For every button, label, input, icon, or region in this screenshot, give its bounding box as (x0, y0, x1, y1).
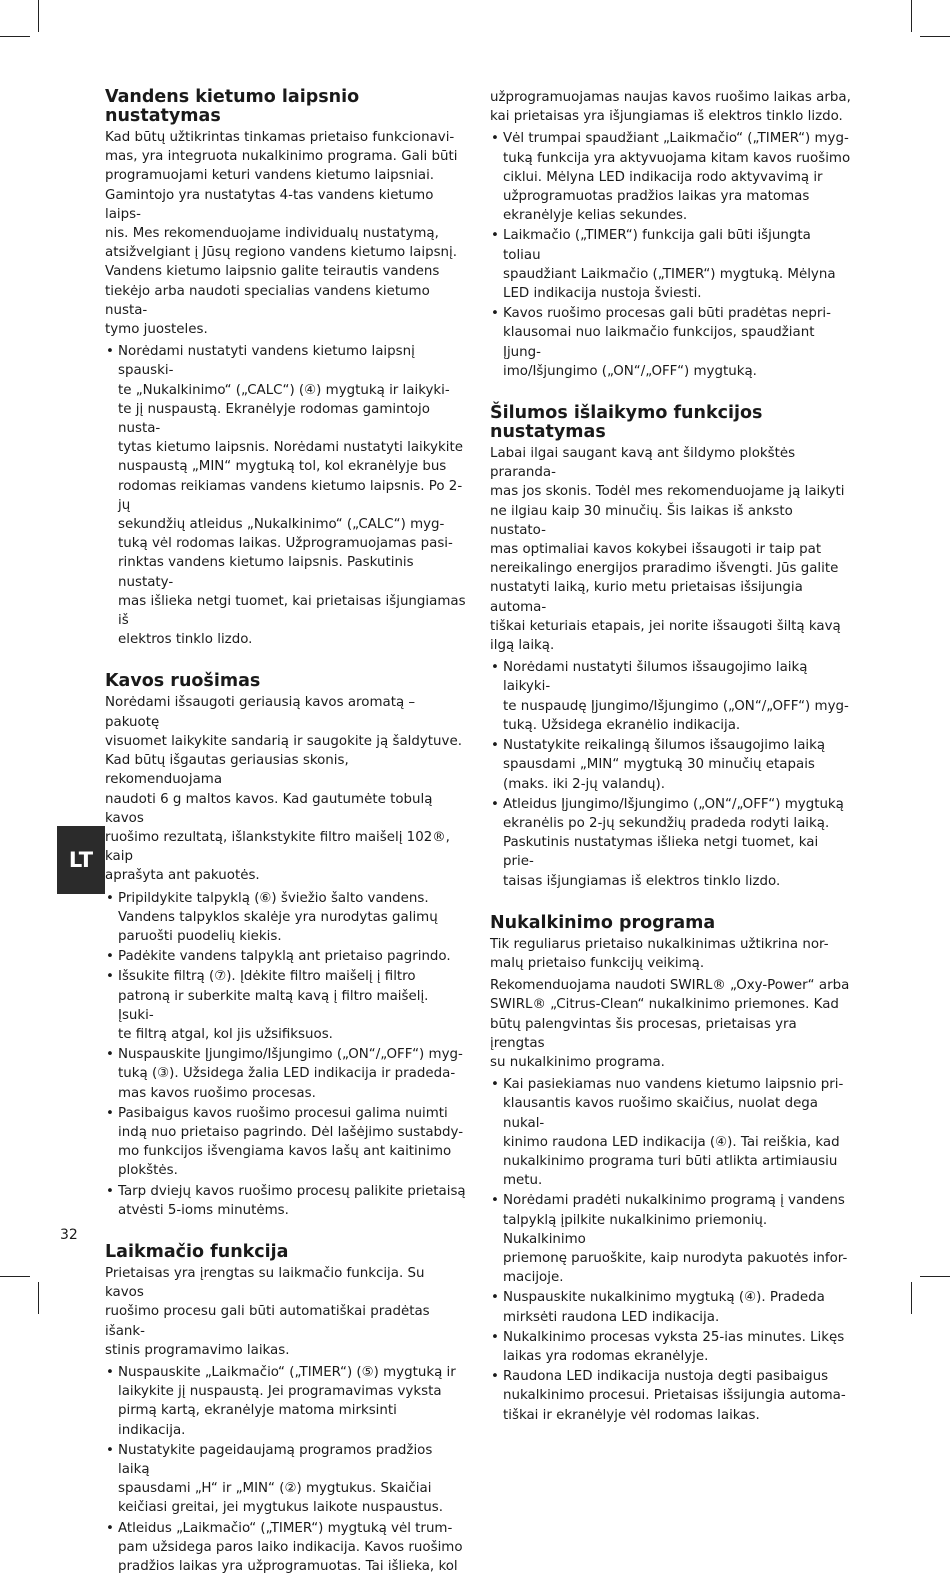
section-heading: Vandens kietumo laipsnio nustatymas (105, 87, 360, 126)
crop-mark (38, 1282, 39, 1314)
paragraph: Prietaisas yra įrengtas su laikmačio funkcija. Su kavos ruošimo procesu gali būti automatiškai pradėtas išank- stinis programavimo laikas. (105, 1265, 430, 1358)
water-hardness-section (105, 88, 467, 649)
paragraph: Kad būtų užtikrintas tinkamas prietaiso funkcionavi- mas, yra integruota nukalkinimo programa. Gali būti programuojami keturi vandens kietumo laipsniai. Gamintojo yra nustatytas 4-tas vandens kietumo laips- nis. Mes rekomenduojame individualų nustatymą, atsižvelgiant į Jūsų regiono vandens kietumo laipsnį. Vandens kietumo laipsnio galite teirautis vandens tiekėjo arba naudoti specialias vandens kietumo nusta- tymo juosteles. (105, 130, 458, 338)
list-item: • Pasibaigus kavos ruošimo procesui galima nuimti indą nuo prietaiso pagrindo. Dėl lašėjimo sustabdy- mo funkcijos išvengiama kavos lašų ant kaitinimo plokštės. (105, 1104, 467, 1181)
list-item: • Nuspauskite Įjungimo/Išjungimo („ON“/„OFF“) myg- tuką (③). Užsidega žalia LED indikacija ir pradeda- mas kavos ruošimo procesas. (105, 1045, 467, 1103)
crop-mark (0, 1276, 30, 1277)
list-item: • Kai pasiekiamas nuo vandens kietumo laipsnio pri- klausantis kavos ruošimo skaičius, nuolat dega nukal- kinimo raudona LED indikacija (④). Tai reiškia, kad nukalkinimo programa turi būti atlikta artimiausiu metu. (490, 1075, 852, 1190)
crop-mark (911, 1282, 912, 1314)
list-item: • Padėkite vandens talpyklą ant prietaiso pagrindo. (105, 947, 467, 966)
language-tab: LT (57, 826, 105, 894)
crop-mark (911, 0, 912, 32)
timer-section (105, 1243, 467, 1576)
paragraph: Norėdami išsaugoti geriausią kavos aromatą – pakuotę visuomet laikykite sandarią ir saugokite ją šaldytuve. Kad būtų išgautas geriausias skonis, rekomenduojama naudoti 6 g maltos kavos. Kad gautumėte tobulą kavos ruošimo rezultatą, išlankstykite filtro maišelį 102®, kaip aprašyta ant pakuotės. (105, 695, 462, 884)
list-item: • Norėdami pradėti nukalkinimo programą į vandens talpyklą įpilkite nukalkinimo priemonių. Nukalkinimo priemonę paruoškite, kaip nurodyta pakuotės infor- macijoje. (490, 1191, 852, 1287)
list-item: • Nuspauskite „Laikmačio“ („TIMER“) (⑤) mygtuką ir laikykite jį nuspaustą. Jei programavimas vyksta pirmą kartą, ekranėlyje matoma mirksinti indikacija. (105, 1363, 467, 1440)
section-heading: Laikmačio funkcija (105, 1241, 289, 1262)
descaling-section (490, 914, 852, 1425)
coffee-making-section (105, 672, 467, 1219)
list-item: • Nuspauskite nukalkinimo mygtuką (④). Pradeda mirksėti raudona LED indikacija. (490, 1288, 852, 1326)
list-item: • Nustatykite reikalingą šilumos išsaugojimo laiką spausdami „MIN“ mygtuką 30 minučių etapais (maks. iki 2-jų valandų). (490, 736, 852, 794)
bullet-list (490, 1075, 852, 1425)
bullet-list (490, 658, 852, 890)
list-item: • Norėdami nustatyti vandens kietumo laipsnį spauski- te „Nukalkinimo“ („CALC“) (④) mygtuką ir laikyki- te jį nuspaustą. Ekranėlyje rodomas gamintojo nusta- tytas kietumo laipsnis. Norėdami nustatyti laikykite nuspaustą „MIN“ mygtuką tol, kol ekranėlyje bus rodomas reikiamas vandens kietumo laipsnis. Po 2-jų sekundžių atleidus „Nukalkinimo“ („CALC“) myg- tuką vėl rodomas laikas. Užprogramuojamas pasi- rinktas vandens kietumo laipsnis. Paskutinis nustaty- mas išlieka netgi tuomet, kai prietaisas išjungiamas iš elektros tinklo lizdo. (105, 342, 467, 649)
bullet-list (105, 1363, 467, 1576)
section-heading: Šilumos išlaikymo funkcijos nustatymas (490, 403, 763, 443)
page-number: 32 (60, 1227, 78, 1243)
list-item: • Nustatykite pageidaujamą programos pradžios laiką spausdami „H“ ir „MIN“ (②) mygtukus. Skaičiai keičiasi greitai, jei mygtukus laikote nuspaustus. (105, 1441, 467, 1518)
crop-mark (0, 36, 30, 37)
bullet-list (105, 889, 467, 1220)
continued-text: užprogramuojamas naujas kavos ruošimo laikas arba, kai prietaisas yra išjungiamas iš elektros tinklo lizdo. (490, 90, 851, 125)
paragraph: Labai ilgai saugant kavą ant šildymo plokštės praranda- mas jos skonis. Todėl mes rekomenduojame ją laikyti ne ilgiau kaip 30 minučių. Šis laikas iš anksto nustato- mas optimaliai kavos kokybei išsaugoti ir taip pat nereikalingo energijos praradimo išvengti. Jūs galite nustatyti laiką, kurio metu prietaisas išsijungia automa- tiškai keturiais etapais, jei norite išsaugoti šiltą kavą ilgą laiką. (490, 446, 845, 654)
left-column (105, 88, 467, 1577)
bullet-list (490, 129, 852, 381)
list-item: • Kavos ruošimo procesas gali būti pradėtas nepri- klausomai nuo laikmačio funkcijos, spaudžiant Įjung- imo/Išjungimo („ON“/„OFF“) mygtuką. (490, 304, 852, 381)
crop-mark (38, 0, 39, 32)
list-item: • Atleidus Įjungimo/Išjungimo („ON“/„OFF“) mygtuką ekranėlis po 2-jų sekundžių pradeda rodyti laiką. Paskutinis nustatymas išlieka netgi tuomet, kai prie- taisas išjungiamas iš elektros tinklo lizdo. (490, 795, 852, 891)
paragraph: Rekomenduojama naudoti SWIRL® „Oxy-Power“ arba SWIRL® „Citrus-Clean“ nukalkinimo priemones. Kad būtų palengvintas šis procesas, prietaisas yra įrengtas su nukalkinimo programa. (490, 978, 850, 1070)
list-item: • Norėdami nustatyti šilumos išsaugojimo laiką laikyki- te nuspaudę Įjungimo/Išjungimo („ON“/„OFF“) myg- tuką. Užsidega ekranėlio indikacija. (490, 658, 852, 735)
keep-warm-section (490, 404, 852, 891)
paragraph: Tik reguliarus prietaiso nukalkinimas užtikrina nor- malų prietaiso funkcijų veikimą. (490, 936, 829, 971)
list-item: • Tarp dviejų kavos ruošimo procesų palikite prietaisą atvėsti 5-ioms minutėms. (105, 1182, 467, 1220)
crop-mark (920, 1276, 950, 1277)
bullet-list (105, 342, 467, 649)
list-item: • Laikmačio („TIMER“) funkcija gali būti išjungta toliau spaudžiant Laikmačio („TIMER“) mygtuką. Mėlyna LED indikacija nustoja šviesti. (490, 226, 852, 303)
list-item: • Vėl trumpai spaudžiant „Laikmačio“ („TIMER“) myg- tuką funkcija yra aktyvuojama kitam kavos ruošimo ciklui. Mėlyna LED indikacija rodo aktyvavimą ir užprogramuotas pradžios laikas yra matomas ekranėlyje kelias sekundes. (490, 129, 852, 225)
list-item: • Nukalkinimo procesas vyksta 25-ias minutes. Likęs laikas yra rodomas ekranėlyje. (490, 1328, 852, 1366)
right-column (490, 88, 852, 1426)
list-item: • Raudona LED indikacija nustoja degti pasibaigus nukalkinimo procesui. Prietaisas išsijungia automa- tiškai ir ekranėlyje vėl rodomas laikas. (490, 1367, 852, 1425)
list-item: • Pripildykite talpyklą (⑥) šviežio šalto vandens. Vandens talpyklos skalėje yra nurodytas galimų paruošti puodelių kiekis. (105, 889, 467, 947)
crop-mark (920, 36, 950, 37)
section-heading: Nukalkinimo programa (490, 912, 716, 933)
list-item: • Atleidus „Laikmačio“ („TIMER“) mygtuką vėl trum- pam užsidega paros laiko indikacija. Kavos ruošimo pradžios laikas yra užprogramuotas. Tai išlieka, kol (105, 1519, 467, 1577)
list-item: • Išsukite filtrą (⑦). Įdėkite filtro maišelį į filtro patroną ir suberkite maltą kavą į filtro maišelį. Įsuki- te filtrą atgal, kol jis užsifiksuos. (105, 967, 467, 1044)
section-heading: Kavos ruošimas (105, 671, 261, 692)
